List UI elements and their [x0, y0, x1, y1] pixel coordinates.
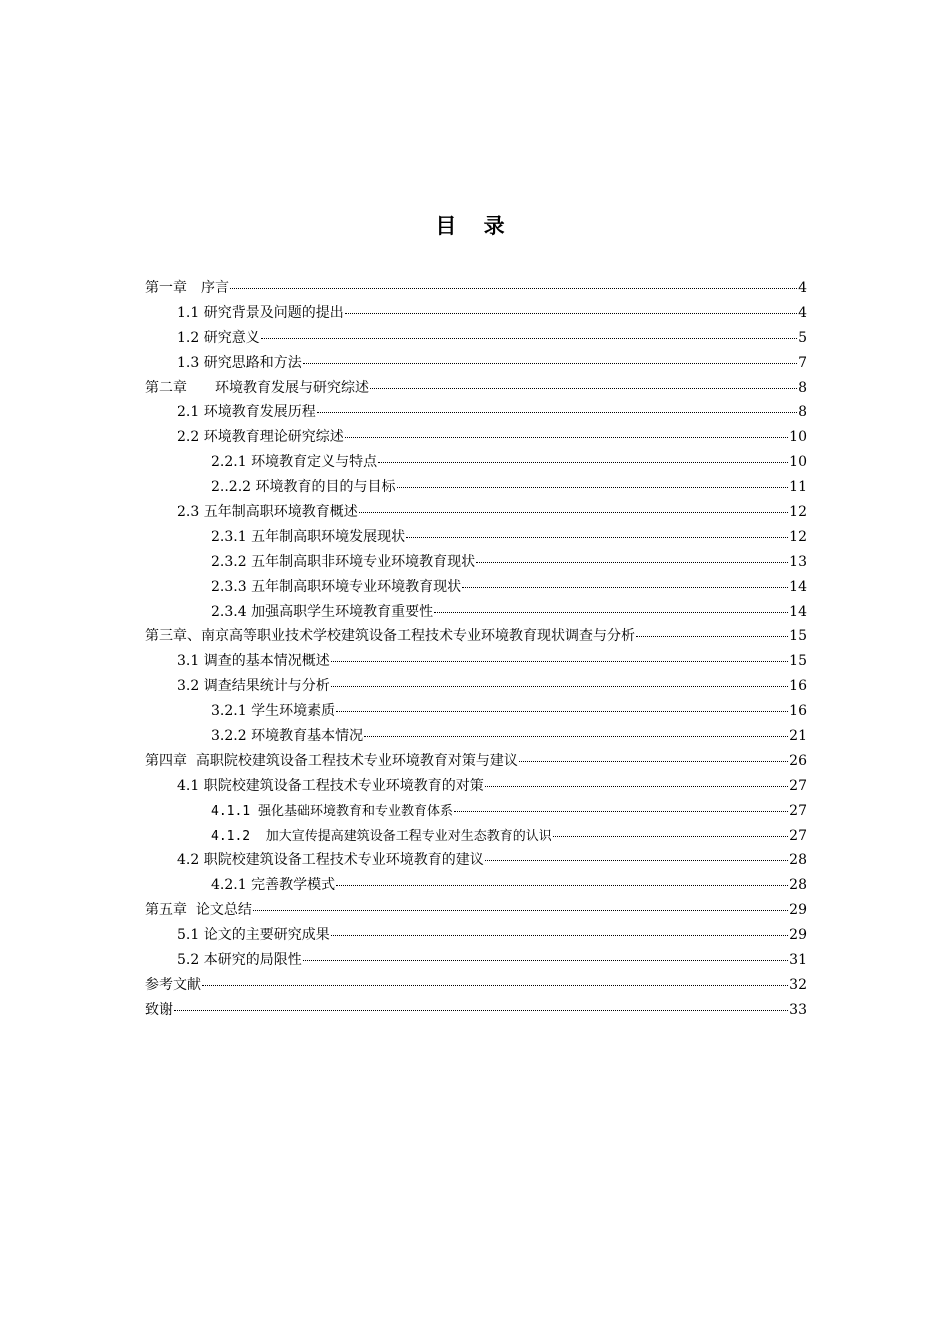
toc-entry[interactable] [145, 848, 807, 873]
toc-entry-label: 4.2 职院校建筑设备工程技术专业环境教育的建议 [177, 852, 484, 869]
toc-dot-leader [253, 896, 788, 911]
toc-dot-leader [336, 697, 788, 712]
toc-entry-label: 2.2.1 环境教育定义与特点 [211, 454, 378, 471]
toc-entry[interactable] [145, 674, 807, 699]
toc-dot-leader [359, 498, 788, 513]
toc-entry-page-number: 26 [789, 752, 807, 769]
toc-title: 目 录 [435, 213, 515, 238]
toc-dot-leader [378, 448, 788, 463]
toc-dot-leader [406, 523, 788, 538]
toc-entry[interactable] [145, 475, 807, 500]
toc-entry-page-number: 33 [789, 1001, 807, 1018]
toc-entry-page-number: 27 [789, 802, 807, 819]
toc-dot-leader [364, 722, 788, 737]
toc-entry-label: 4.2.1 完善教学模式 [211, 877, 336, 894]
toc-entry-page-number: 7 [798, 354, 807, 371]
toc-dot-leader [636, 622, 788, 637]
toc-dot-leader [345, 299, 797, 314]
toc-entry-label: 第一章 序言 [145, 280, 229, 296]
toc-entry[interactable] [145, 550, 807, 575]
toc-entry-label: 2.1 环境教育发展历程 [177, 404, 316, 421]
toc-entry[interactable] [145, 824, 807, 849]
toc-dot-leader [303, 349, 797, 364]
toc-entry[interactable] [145, 326, 807, 351]
toc-entry[interactable] [145, 400, 807, 425]
toc-entry-label: 参考文献 [145, 976, 201, 993]
toc-entry-page-number: 4 [798, 304, 807, 321]
toc-dot-leader [331, 672, 788, 687]
toc-dot-leader [485, 772, 788, 787]
toc-dot-leader [261, 324, 797, 339]
toc-entry-page-number: 15 [789, 653, 807, 670]
toc-entry-label: 3.1 调查的基本情况概述 [177, 653, 330, 670]
toc-entry-page-number: 29 [789, 927, 807, 944]
toc-entry-label: 2.3.4 加强高职学生环境教育重要性 [211, 603, 434, 620]
toc-entry[interactable] [145, 973, 807, 998]
toc-entry-page-number: 27 [789, 827, 807, 844]
toc-entry-label: 1.1 研究背景及问题的提出 [177, 304, 344, 321]
toc-entry[interactable] [145, 699, 807, 724]
toc-entry-label: 2.3.3 五年制高职环境专业环境教育现状 [211, 578, 462, 595]
toc-entry-label: 致谢 [145, 1001, 173, 1018]
toc-dot-leader [202, 971, 788, 986]
toc-entry-page-number: 29 [789, 902, 807, 919]
toc-dot-leader [462, 573, 788, 588]
toc-entry-page-number: 28 [789, 852, 807, 869]
toc-dot-leader [485, 846, 788, 861]
toc-dot-leader [476, 548, 788, 563]
toc-entry[interactable] [145, 351, 807, 376]
toc-entry[interactable] [145, 525, 807, 550]
toc-entry-page-number: 5 [798, 329, 807, 346]
toc-dot-leader [454, 797, 788, 812]
toc-entry-label: 1.3 研究思路和方法 [177, 354, 302, 371]
toc-dot-leader [519, 747, 788, 762]
toc-entry-label: 2.3.2 五年制高职非环境专业环境教育现状 [211, 553, 476, 570]
toc-entry-page-number: 8 [798, 379, 807, 396]
toc-dot-leader [345, 423, 788, 438]
toc-entry-label: 4.1.1 强化基础环境教育和专业教育体系 [211, 803, 453, 819]
toc-dot-leader [370, 374, 797, 389]
toc-dot-leader [174, 996, 788, 1011]
toc-entry-page-number: 21 [789, 728, 807, 745]
toc-entry-page-number: 10 [789, 454, 807, 471]
toc-entry-page-number: 16 [789, 703, 807, 720]
toc-entry[interactable] [145, 425, 807, 450]
toc-entry[interactable] [145, 450, 807, 475]
toc-entry-label: 3.2.1 学生环境素质 [211, 703, 336, 720]
toc-dot-leader [434, 598, 788, 613]
toc-entry[interactable] [145, 799, 807, 824]
toc-entry-page-number: 28 [789, 877, 807, 894]
toc-entry-label: 5.1 论文的主要研究成果 [177, 927, 330, 944]
toc-dot-leader [331, 921, 788, 936]
toc-entry-page-number: 11 [789, 479, 807, 496]
toc-entry-label: 1.2 研究意义 [177, 329, 260, 346]
toc-entry-label: 5.2 本研究的局限性 [177, 952, 302, 969]
toc-dot-leader [336, 871, 788, 886]
toc-entry-page-number: 32 [789, 976, 807, 993]
toc-entry[interactable] [145, 898, 807, 923]
toc-entry-label: 第四章 高职院校建筑设备工程技术专业环境教育对策与建议 [145, 752, 518, 769]
toc-entry[interactable] [145, 624, 807, 649]
toc-entry[interactable] [145, 923, 807, 948]
toc-entry-label: 4.1.2 加大宣传提高建筑设备工程专业对生态教育的认识 [211, 828, 552, 844]
toc-entry[interactable] [145, 376, 807, 401]
toc-entry[interactable] [145, 724, 807, 749]
toc-entry-page-number: 8 [798, 404, 807, 421]
table-of-contents [145, 276, 807, 1023]
toc-entry-label: 3.2.2 环境教育基本情况 [211, 728, 364, 745]
toc-entry[interactable] [145, 998, 807, 1023]
toc-dot-leader [317, 398, 797, 413]
toc-entry[interactable] [145, 749, 807, 774]
toc-entry-label: 第三章、南京高等职业技术学校建筑设备工程技术专业环境教育现状调查与分析 [145, 628, 635, 645]
toc-dot-leader [397, 473, 789, 488]
toc-entry[interactable] [145, 301, 807, 326]
toc-entry-page-number: 14 [789, 578, 807, 595]
toc-entry-page-number: 12 [789, 504, 807, 521]
toc-entry[interactable] [145, 873, 807, 898]
toc-dot-leader [303, 946, 788, 961]
toc-dot-leader [331, 647, 788, 662]
toc-entry-label: 2.3.1 五年制高职环境发展现状 [211, 528, 406, 545]
toc-entry-page-number: 31 [789, 952, 807, 969]
toc-entry-label: 2.3 五年制高职环境教育概述 [177, 504, 358, 521]
toc-entry-page-number: 13 [789, 553, 807, 570]
toc-entry-page-number: 4 [798, 280, 807, 296]
toc-entry[interactable] [145, 948, 807, 973]
toc-entry-label: 第二章 环境教育发展与研究综述 [145, 379, 369, 396]
toc-entry-page-number: 14 [789, 603, 807, 620]
toc-entry-label: 4.1 职院校建筑设备工程技术专业环境教育的对策 [177, 777, 484, 794]
toc-entry-label: 2..2.2 环境教育的目的与目标 [211, 479, 396, 496]
toc-dot-leader [230, 274, 797, 289]
toc-entry-label: 2.2 环境教育理论研究综述 [177, 429, 344, 446]
toc-entry-page-number: 12 [789, 528, 807, 545]
toc-entry[interactable] [145, 774, 807, 799]
toc-entry-page-number: 16 [789, 678, 807, 695]
toc-entry[interactable] [145, 575, 807, 600]
toc-entry-page-number: 27 [789, 777, 807, 794]
toc-entry[interactable] [145, 500, 807, 525]
toc-entry[interactable] [145, 600, 807, 625]
toc-entry[interactable] [145, 649, 807, 674]
toc-entry-label: 3.2 调查结果统计与分析 [177, 678, 330, 695]
toc-entry-page-number: 15 [789, 628, 807, 645]
toc-entry[interactable] [145, 276, 807, 301]
toc-entry-page-number: 10 [789, 429, 807, 446]
toc-dot-leader [553, 822, 788, 837]
toc-entry-label: 第五章 论文总结 [145, 902, 252, 919]
